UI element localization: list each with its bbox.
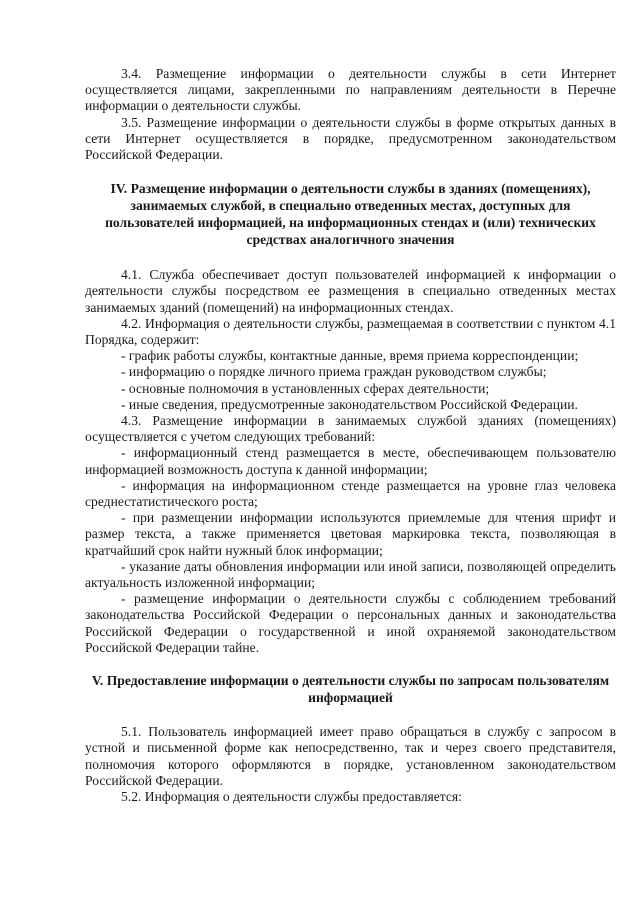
paragraph-4-1: 4.1. Служба обеспечивает доступ пользователей информацией к информации о деятельности службы посредством ее размещения в специально отведенных местах занимаемых зданий (помещений) на информационных стендах. bbox=[85, 267, 616, 315]
list-item-4-3-update-date: - указание даты обновления информации или иной записи, позволяющей определить актуальность изложенной информации; bbox=[85, 558, 616, 591]
list-item-4-3-font: - при размещении информации используются приемлемые для чтения шрифт и размер текста, а также применяется цветовая маркировка текста, позволяющая в кратчайший срок найти нужный блок информации; bbox=[85, 510, 616, 558]
paragraph-5-1: 5.1. Пользователь информацией имеет право обращаться в службу с запросом в устной и письменной форме как непосредственно, так и через своего представителя, полномочия которого оформляются в порядке, установленном законодательством Российской Федерации. bbox=[85, 724, 616, 788]
list-item-4-2-reception: - информацию о порядке личного приема граждан руководством службы; bbox=[121, 364, 547, 380]
section-5-heading: V. Предоставление информации о деятельности службы по запросам пользователям информацией bbox=[91, 673, 610, 706]
list-item-4-3-eye-level: - информация на информационном стенде размещается на уровне глаз человека среднестатистического роста; bbox=[85, 477, 616, 510]
paragraph-3-4: 3.4. Размещение информации о деятельности службы в сети Интернет осуществляется лицами, закрепленными по направлениям деятельности в Перечне информации о деятельности службы. bbox=[85, 66, 616, 114]
document-page bbox=[85, 66, 616, 805]
list-item-4-3-secrecy: - размещение информации о деятельности службы с соблюдением требований законодательства Российской Федерации о персональных данных и законодательства Российской Федерации о государственной и иной охраняемой законодательством Российской Федерации тайне. bbox=[85, 591, 616, 655]
section-4-heading: IV. Размещение информации о деятельности службы в зданиях (помещениях), занимаемых службой, в специально отведенных местах, доступных для пользователей информацией, на информационных стендах и (или) технических средствах аналогичного значения bbox=[105, 181, 596, 248]
list-item-4-3-stand: - информационный стенд размещается в месте, обеспечивающем пользователю информацией возможность доступа к данной информации; bbox=[85, 445, 616, 477]
paragraph-3-5: 3.5. Размещение информации о деятельности службы в форме открытых данных в сети Интернет осуществляется в порядке, предусмотренном законодательством Российской Федерации. bbox=[85, 114, 616, 163]
list-item-4-2-powers: - основные полномочия в установленных сферах деятельности; bbox=[121, 380, 490, 396]
paragraph-4-2: 4.2. Информация о деятельности службы, размещаемая в соответствии с пунктом 4.1 Порядка, содержит: bbox=[85, 315, 616, 348]
list-item-4-2-other: - иные сведения, предусмотренные законодательством Российской Федерации. bbox=[121, 396, 578, 412]
list-item-4-2-schedule: - график работы службы, контактные данные, время приема корреспонденции; bbox=[121, 348, 579, 364]
paragraph-4-3: 4.3. Размещение информации в занимаемых службой зданиях (помещениях) осуществляется с учетом следующих требований: bbox=[85, 413, 616, 445]
paragraph-5-2: 5.2. Информация о деятельности службы предоставляется: bbox=[121, 788, 462, 804]
